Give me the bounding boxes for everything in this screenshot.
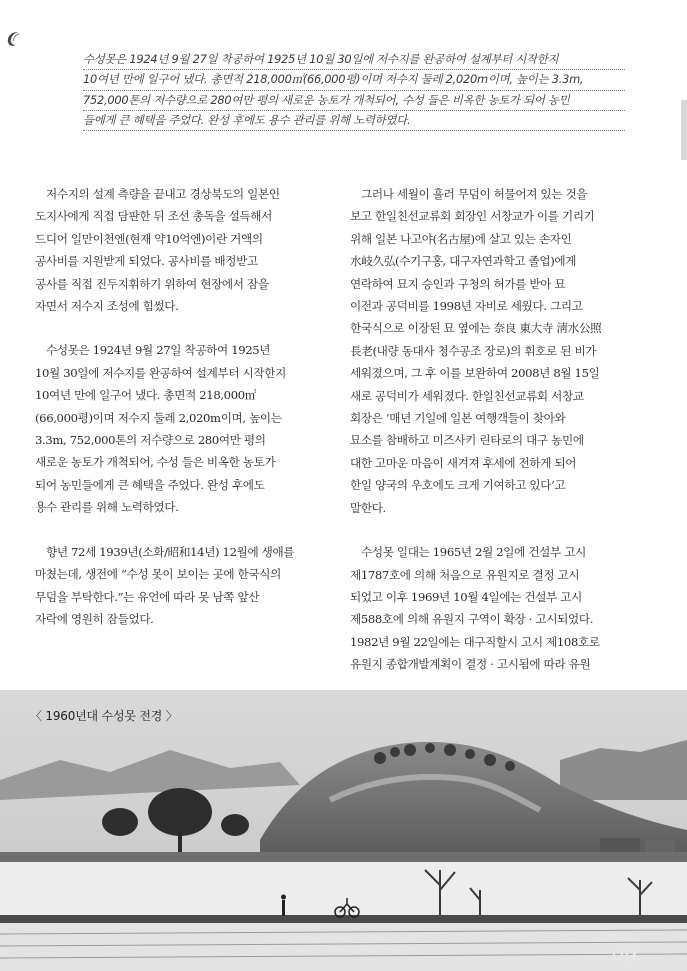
- paragraph: [35, 183, 325, 317]
- text-line: 위해 일본 나고야(名古屋)에 살고 있는 손자인: [350, 231, 572, 246]
- text-line: 水岐久弘(수기구홍, 대구자연과학고 졸업)에게: [350, 254, 577, 269]
- text-line: 향년 72세 1939년(소화/昭和14년) 12월에 생애를: [46, 544, 295, 559]
- text-line: 회장은 ‘매년 기일에 일본 여행객들이 찾아와: [350, 411, 566, 426]
- margin-tab: [681, 100, 687, 160]
- text-line: 연락하여 묘지 승인과 구청의 허가를 받아 묘: [350, 276, 566, 291]
- left-column: [35, 183, 325, 652]
- text-line: 도지사에게 직접 담판한 뒤 조선 총독을 설득해서: [35, 209, 273, 224]
- text-line: 공사비를 지원받게 되었다. 공사비를 배정받고: [35, 254, 258, 269]
- text-line: 자락에 영원히 잠들었다.: [35, 611, 154, 626]
- text-line: 10월 30일에 저수지를 완공하여 설계부터 시작한지: [35, 365, 286, 380]
- text-line: 유원지 종합개발계획이 결정 · 고시됨에 따라 유원: [350, 657, 591, 672]
- text-line: 수성못은 1924년 9월 27일 착공하여 1925년: [46, 343, 271, 358]
- historic-photo: [0, 690, 687, 971]
- page-number: 09: [611, 943, 637, 967]
- text-line: 묘소를 참배하고 미즈사키 린타로의 대구 농민에: [350, 433, 584, 448]
- text-line: 새로 공덕비가 세워졌다. 한일친선교류회 서창교: [350, 388, 584, 403]
- text-line: 그러나 세월이 흘러 무덤이 허물어져 있는 것을: [361, 187, 588, 201]
- text-line: 長老(내량 동대사 청수공조 장로)의 휘호로 된 비가: [350, 343, 597, 358]
- text-line: 10여년 만에 일구어 냈다. 총면적 218,000㎡: [35, 388, 256, 403]
- pull-quote-line: 10여년 만에 일구어 냈다. 총면적 218,000㎡(66,000평)이며 저수지 둘레 2,020m이며, 높이는 3.3m,: [83, 70, 625, 90]
- text-line: 저수지의 설계 측량을 끝내고 경상북도의 일본인: [46, 187, 280, 201]
- right-column: [350, 183, 642, 698]
- text-line: 말한다.: [350, 500, 386, 515]
- text-line: 마쳤는데, 생전에 “수성 못이 보이는 곳에 한국식의: [35, 567, 281, 582]
- paragraph: [350, 541, 642, 675]
- text-line: 1982년 9월 22일에는 대구직할시 고시 제108호로: [350, 634, 600, 649]
- text-line: 드디어 일만이천엔(현재 약10억엔)이란 거액의: [35, 231, 263, 246]
- page-footer: [585, 932, 637, 967]
- text-line: 수성못 일대는 1965년 2월 2일에 건설부 고시: [361, 545, 586, 560]
- text-line: 제588호에 의해 유원지 구역이 확장 · 고시되었다.: [350, 612, 594, 627]
- text-line: 되어 농민들에게 큰 혜택을 주었다. 완성 후에도: [35, 477, 265, 492]
- text-line: 3.3m, 752,000톤의 저수량으로 280여만 평의: [35, 433, 266, 448]
- pull-quote-line: 752,000톤의 저수량으로 280여만 평의 새로운 농토가 개척되어, 수성 들은 비옥한 농토가 되어 농민: [83, 91, 625, 111]
- text-line: 자면서 저수지 조성에 힘썼다.: [35, 299, 179, 314]
- paragraph: [35, 339, 325, 518]
- text-line: 보고 한일친선교류회 회장인 서창교가 이를 기리기: [350, 209, 595, 224]
- paragraph: [350, 183, 642, 519]
- text-line: 대한 고마운 마음이 새겨져 후세에 전하게 되어: [350, 455, 577, 470]
- photo-caption: 〈 1960년대 수성못 전경 〉: [30, 709, 178, 723]
- text-line: 용수 관리를 위해 노력하였다.: [35, 500, 179, 515]
- text-line: 세워졌으며, 그 후 이를 보완하여 2008년 8월 15일: [350, 366, 600, 381]
- footer-magazine-name: 수성문화소식: [587, 933, 637, 942]
- text-line: 무덤을 부탁한다.”는 유언에 따라 못 남쪽 앞산: [35, 589, 260, 604]
- text-line: 공사를 직접 진두지휘하기 위하여 현장에서 잠을: [35, 276, 269, 291]
- pull-quote: [83, 50, 625, 131]
- pull-quote-line: 들에게 큰 혜택을 주었다. 완성 후에도 용수 관리를 위해 노력하였다.: [83, 111, 625, 131]
- text-line: (66,000평)이며 저수지 둘레 2,020m이며, 높이는: [35, 410, 282, 425]
- footer-issue: 08+: [585, 954, 607, 965]
- text-line: 되었고 이후 1969년 10월 4일에는 건설부 고시: [350, 589, 582, 604]
- pull-quote-line: 수성못은 1924년 9월 27일 착공하여 1925년 10월 30일에 저수지를 완공하여 설계부터 시작한지: [83, 50, 625, 70]
- text-line: 한일 양국의 우호에도 크게 기여하고 있다’고: [350, 478, 566, 493]
- text-line: 새로운 농토가 개척되어, 수성 들은 비옥한 농토가: [35, 455, 276, 470]
- text-line: 이전과 공덕비를 1998년 자비로 세웠다. 그리고: [350, 299, 583, 314]
- corner-ornament-icon: [6, 30, 22, 48]
- text-line: 제1787호에 의해 처음으로 유원지로 결정 고시: [350, 567, 580, 582]
- text-line: 한국식으로 이장된 묘 옆에는 奈良 東大寺 淸水公照: [350, 321, 602, 336]
- paragraph: [35, 541, 325, 631]
